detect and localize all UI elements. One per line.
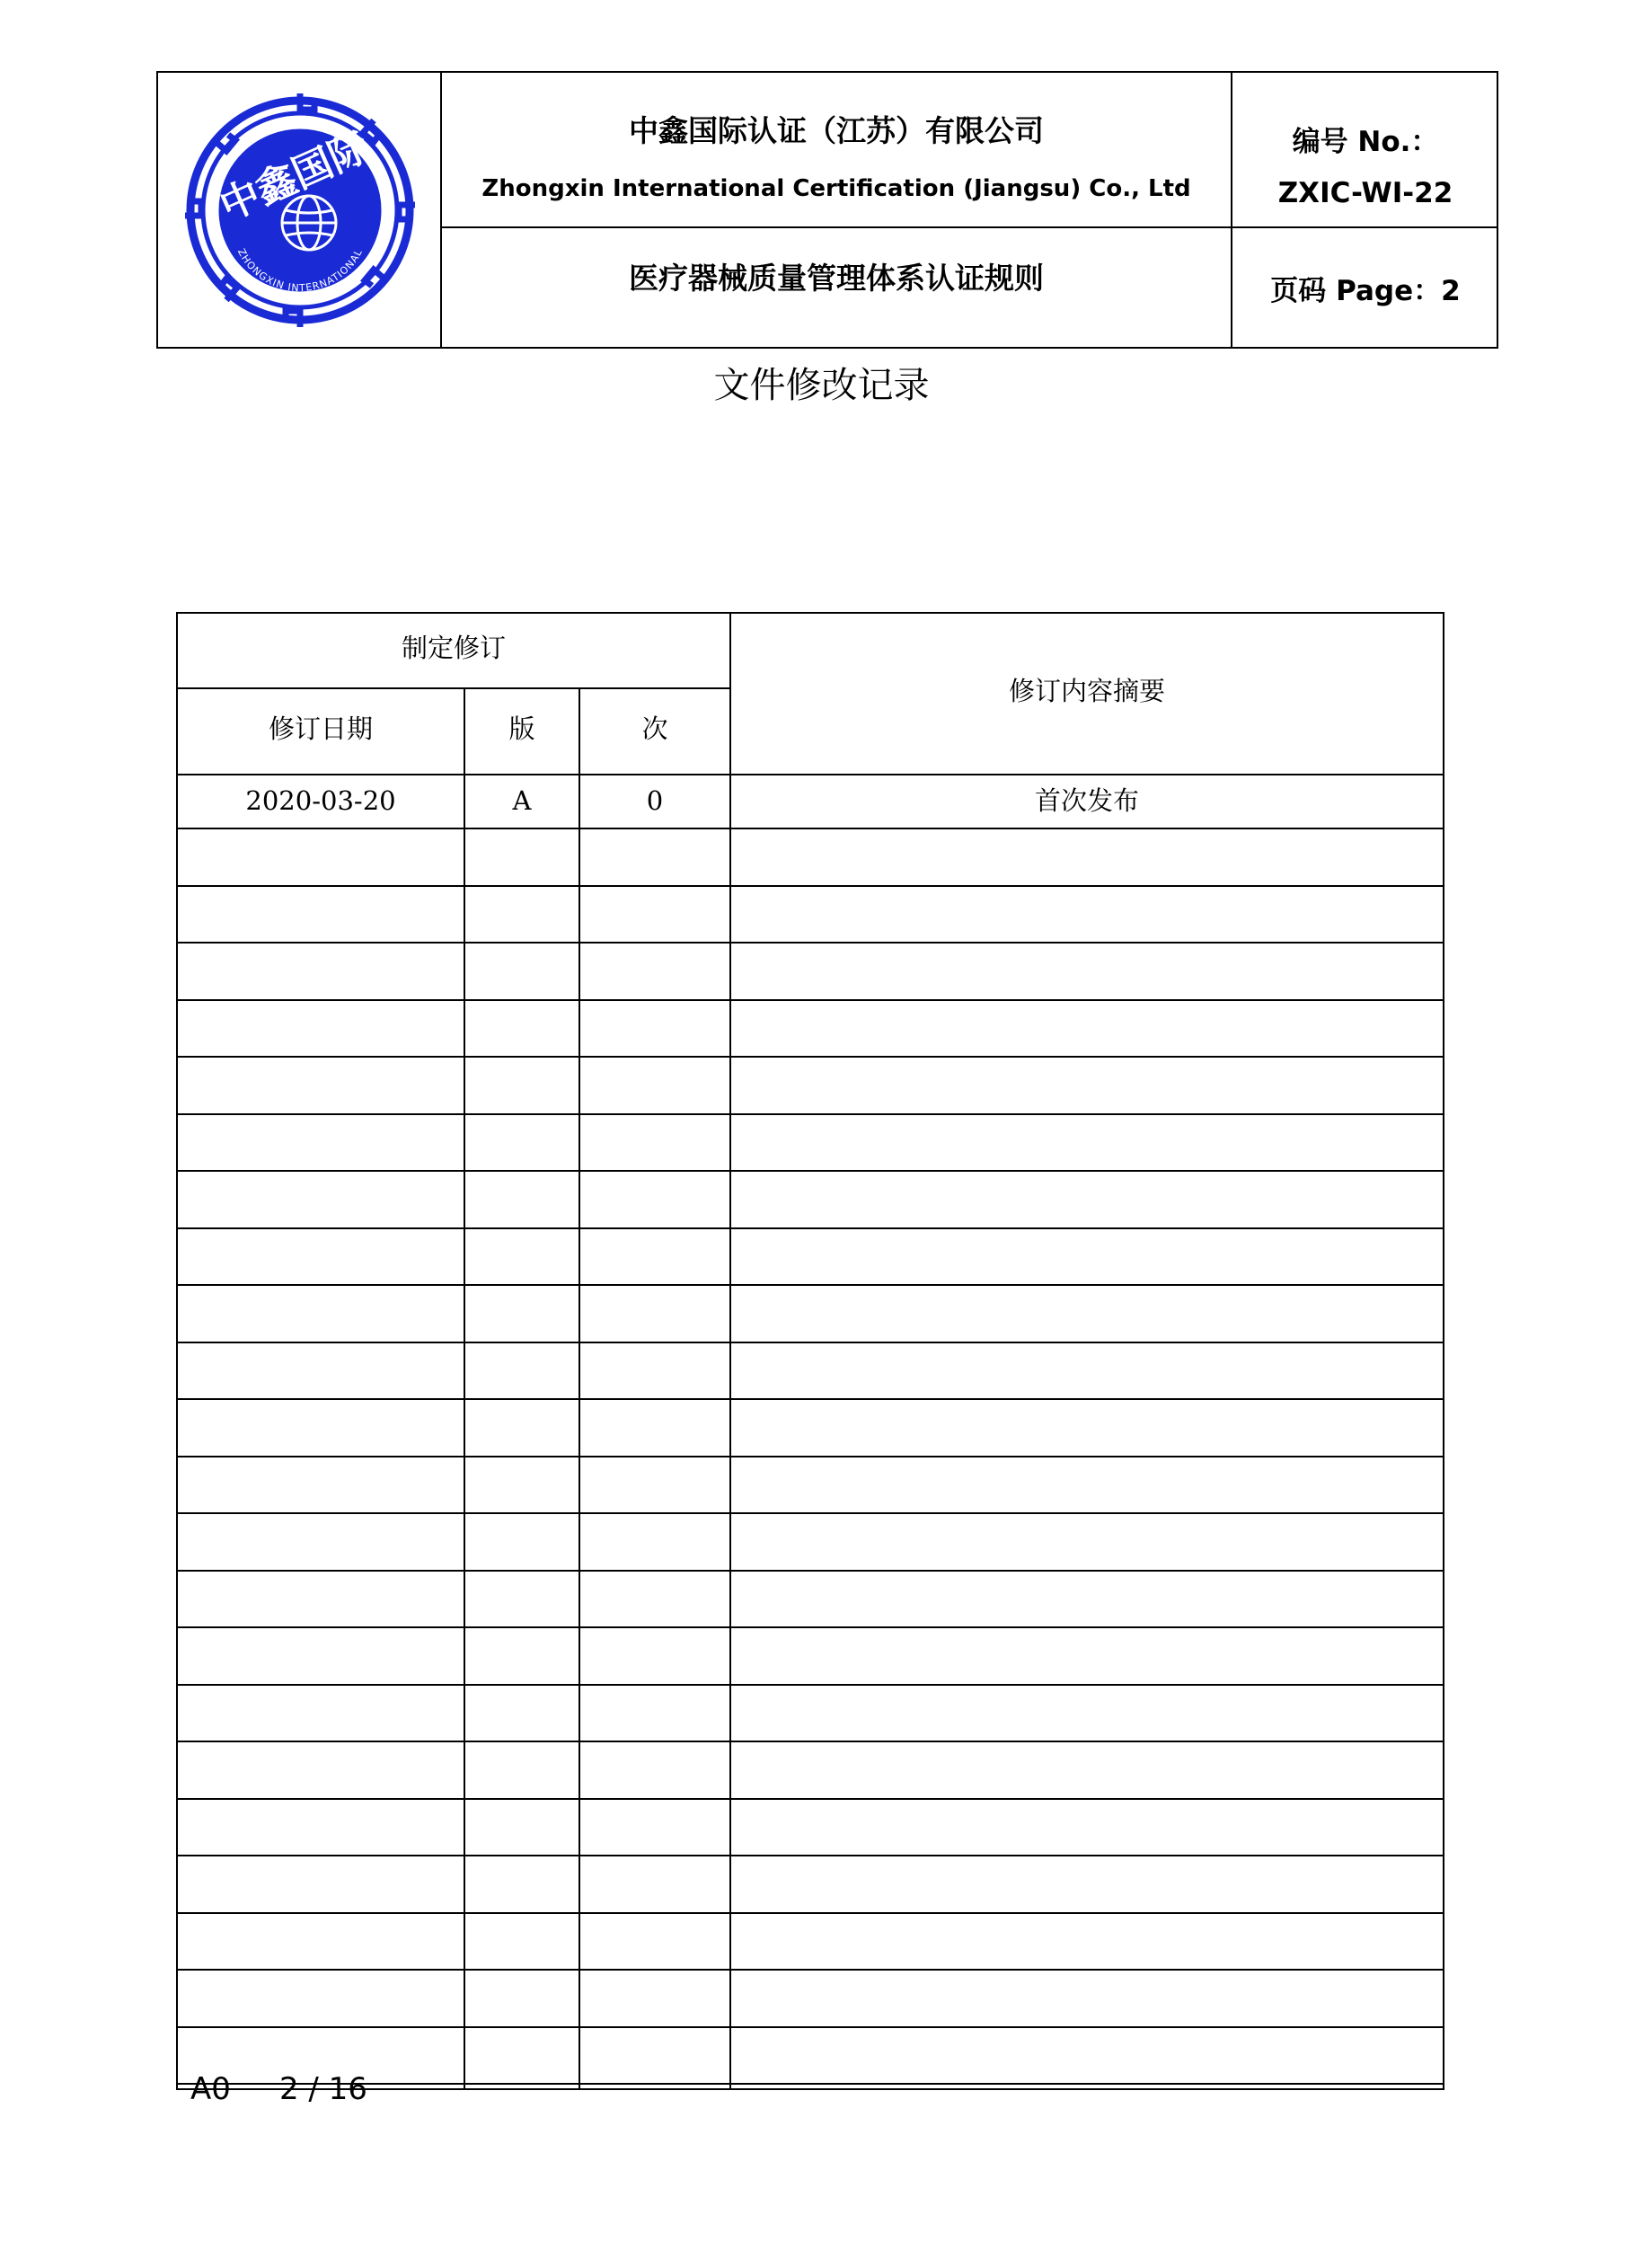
footer-page-count: 2 / 16 xyxy=(278,2071,367,2107)
document-name: 医疗器械质量管理体系认证规则 xyxy=(629,261,1044,296)
logo-emblem-icon xyxy=(178,88,422,332)
cell-date: 2020-03-20 xyxy=(245,785,396,816)
column-header-summary: 修订内容摘要 xyxy=(1008,676,1165,706)
page-number: 页码 Page：2 xyxy=(1270,274,1461,307)
logo-subtext: ZHONGXIN INTERNATIONAL xyxy=(234,246,366,294)
cell-summary: 首次发布 xyxy=(1034,785,1139,816)
page-footer xyxy=(190,2071,367,2107)
cell-version: A xyxy=(512,785,532,816)
column-header-revision: 次 xyxy=(641,713,668,744)
page-title: 文件修改记录 xyxy=(713,365,930,406)
cell-revision: 0 xyxy=(646,785,664,816)
group-header-revision: 制定修订 xyxy=(401,633,506,663)
document-header xyxy=(156,71,1498,349)
column-header-date: 修订日期 xyxy=(268,713,373,744)
document-number-value: ZXIC-WI-22 xyxy=(1277,176,1453,209)
company-logo xyxy=(158,73,442,347)
document-number-label: 编号 No.： xyxy=(1292,126,1439,158)
revision-record-table xyxy=(176,612,1444,2090)
company-name-en: Zhongxin International Certification (Jiangsu) Co., Ltd xyxy=(481,174,1191,202)
footer-version-code: A0 xyxy=(190,2071,231,2107)
company-name-cn: 中鑫国际认证（江苏）有限公司 xyxy=(629,113,1044,148)
logo-text: 中鑫国际 xyxy=(213,123,376,230)
column-header-version: 版 xyxy=(508,713,535,744)
